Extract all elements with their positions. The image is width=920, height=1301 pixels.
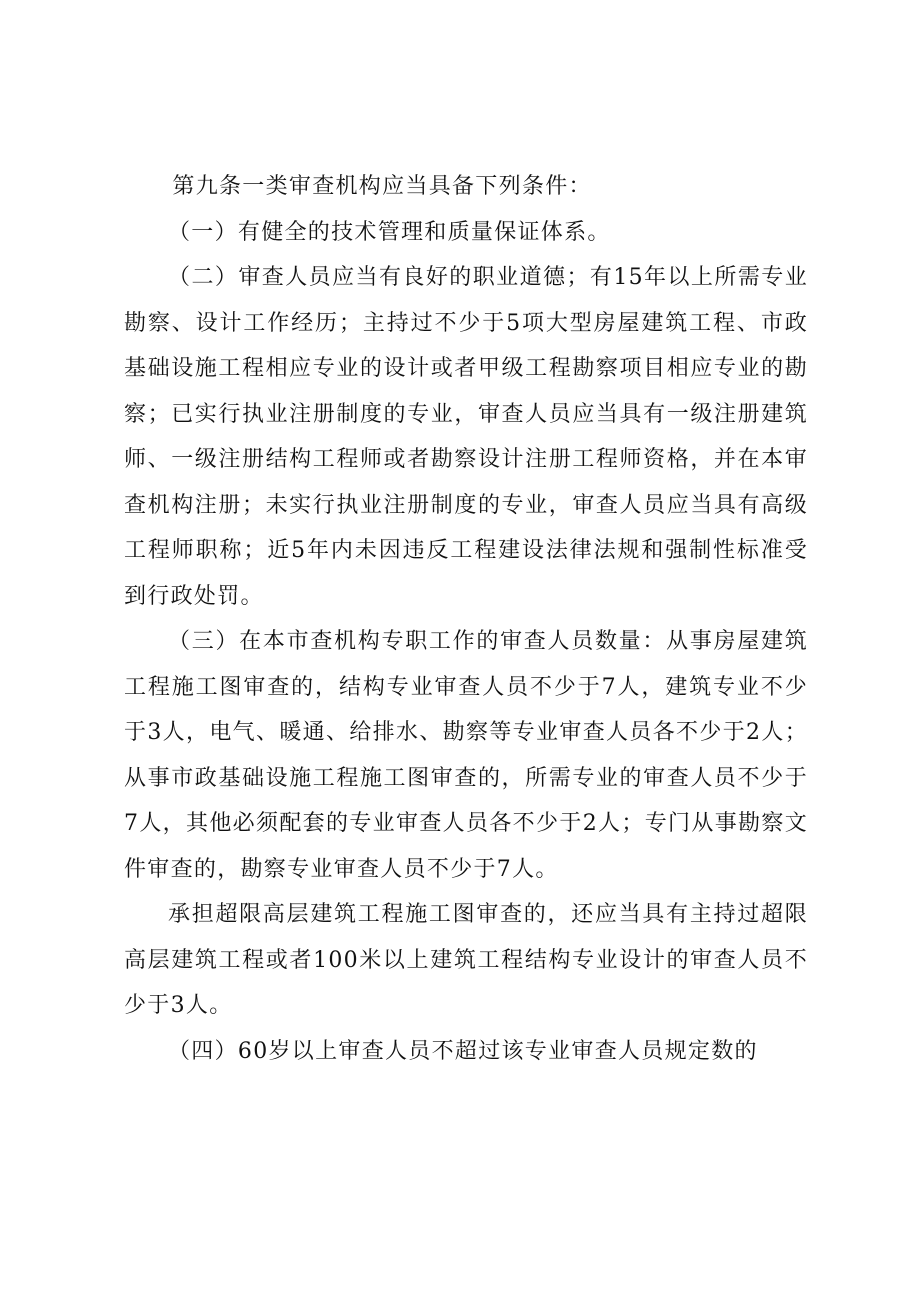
super-high-rise-paragraph: 承担超限高层建筑工程施工图审查的，还应当具有主持过超限高层建筑工程或者100米以上建筑工程结构专业设计的审查人员不少于3人。 [124, 902, 808, 1018]
clause-3-paragraph: （三）在本市查机构专职工作的审查人员数量：从事房屋建筑工程施工图审查的，结构专业审查人员不少于7人，建筑专业不少于3人，电气、暖通、给排水、勘察等专业审查人员各不少于2人；从事市政基础设施工程施工图审查的，所需专业的审查人员不少于7人，其他必须配套的专业审查人员各不少于2人；专门从事勘察文件审查的，勘察专业审查人员不少于7人。 [124, 629, 808, 882]
article-heading-paragraph: 第九条一类审查机构应当具备下列条件： [172, 174, 592, 199]
clause-1-paragraph: （一）有健全的技术管理和质量保证体系。 [168, 219, 611, 245]
document-body [124, 164, 808, 1074]
clause-4-paragraph: （四）60岁以上审查人员不超过该专业审查人员规定数的 [168, 1038, 758, 1064]
clause-2-paragraph: （二）审查人员应当有良好的职业道德；有15年以上所需专业勘察、设计工作经历；主持过不少于5项大型房屋建筑工程、市政基础设施工程相应专业的设计或者甲级工程勘察项目相应专业的勘察；已实行执业注册制度的专业，审查人员应当具有一级注册建筑师、一级注册结构工程师或者勘察设计注册工程师资格，并在本审查机构注册；未实行执业注册制度的专业，审查人员应当具有高级工程师职称；近5年内未因违反工程建设法律法规和强制性标准受到行政处罚。 [124, 265, 808, 609]
